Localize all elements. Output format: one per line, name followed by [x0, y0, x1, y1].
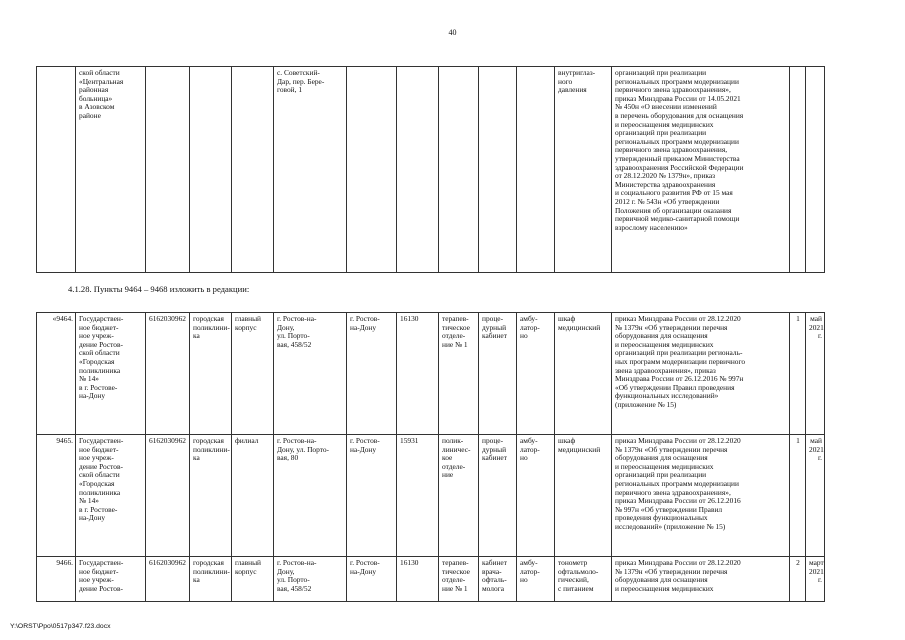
- cell-care-mode: амбу- латор- но: [517, 435, 555, 557]
- cell-regulation: организаций при реализации региональных программ модернизации первичного звена здравоохранения», приказ Минздрава России от 14.05.2021 № 450н «О внесении изменений в перечень оборудования для оснащения и переоснащения медицинских организаций при реализации региональных программ модернизации первичного звена здравоохранения, утвержденный приказом Министерства здравоохранения Российской Федерации от 28.12.2020 № 1379н», приказ Министерства здравоохранения и социального развития РФ от 15 мая 2012 г. № 543н «Об утверждении Положения об организации оказания первичной медико-санитарной помощи взрослому населению»: [612, 67, 790, 273]
- cell-organization: ской области «Центральная районная больница» в Азовском районе: [76, 67, 146, 273]
- amendment-paragraph: 4.1.28. Пункты 9464 – 9468 изложить в редакции:: [68, 284, 250, 294]
- cell-quantity: 1: [790, 313, 806, 435]
- cell-quantity: 2: [790, 557, 806, 602]
- cell-city: г. Ростов- на-Дону: [347, 557, 397, 602]
- cell-building: [232, 67, 274, 273]
- cell-date: май 2021 г.: [806, 313, 825, 435]
- cell-organization: Государствен- ное бюджет- ное учреж- дение Ростов- ской области «Городская поликлиника № 14» в г. Ростове- на-Дону: [76, 435, 146, 557]
- cell-inn: 6162030962: [146, 313, 190, 435]
- top-table: [36, 66, 825, 273]
- table-row: [37, 435, 825, 557]
- cell-facility-type: городская поликлини- ка: [190, 557, 232, 602]
- page-number: 40: [448, 28, 457, 37]
- cell-room: проце- дурный кабинет: [479, 435, 517, 557]
- cell-city: г. Ростов- на-Дону: [347, 435, 397, 557]
- cell-building: филиал: [232, 435, 274, 557]
- cell-regulation: приказ Минздрава России от 28.12.2020 № 1379н «Об утверждении перечня оборудования для оснащения и переоснащения медицинских: [612, 557, 790, 602]
- cell-inn: 6162030962: [146, 557, 190, 602]
- cell-facility-type: [190, 67, 232, 273]
- cell-department: полик- линичес- кое отделе- ние: [439, 435, 479, 557]
- cell-building: главный корпус: [232, 313, 274, 435]
- cell-room: проце- дурный кабинет: [479, 313, 517, 435]
- cell-facility-type: городская поликлини- ка: [190, 313, 232, 435]
- cell-code: 16130: [397, 313, 439, 435]
- cell-equipment: тонометр офтальмоло- гический, с питанием: [555, 557, 612, 602]
- cell-code: [397, 67, 439, 273]
- cell-regulation: приказ Минздрава России от 28.12.2020 № 1379н «Об утверждении перечня оборудования для оснащения и переоснащения медицинских организаций при реализации региональных программ модернизации первичного звена здравоохранения», приказ Минздрава России от 26.12.2016 № 997н «Об утверждении Правил проведения функциональных исследований» (приложение № 15): [612, 435, 790, 557]
- cell-address: г. Ростов-на- Дону, ул. Порто- вая, 80: [274, 435, 347, 557]
- cell-care-mode: амбу- латор- но: [517, 557, 555, 602]
- cell-number: «9464.: [37, 313, 76, 435]
- cell-care-mode: [517, 67, 555, 273]
- cell-equipment: шкаф медицинский: [555, 435, 612, 557]
- cell-number: 9466.: [37, 557, 76, 602]
- cell-equipment: внутриглаз- ного давления: [555, 67, 612, 273]
- cell-care-mode: амбу- латор- но: [517, 313, 555, 435]
- cell-code: 16130: [397, 557, 439, 602]
- cell-address: г. Ростов-на- Дону, ул. Порто- вая, 458/52: [274, 313, 347, 435]
- cell-quantity: 1: [790, 435, 806, 557]
- table-row: [37, 313, 825, 435]
- cell-code: 15931: [397, 435, 439, 557]
- cell-department: терапев- тическое отделе- ние № 1: [439, 313, 479, 435]
- cell-inn: [146, 67, 190, 273]
- cell-number: 9465.: [37, 435, 76, 557]
- file-path-footer: Y:\ORST\Ppo\0517p347.f23.docx: [10, 623, 111, 630]
- main-table: [36, 312, 825, 602]
- cell-department: терапев- тическое отделе- ние № 1: [439, 557, 479, 602]
- cell-city: г. Ростов- на-Дону: [347, 313, 397, 435]
- cell-address: г. Ростов-на- Дону, ул. Порто- вая, 458/52: [274, 557, 347, 602]
- table-row: [37, 67, 825, 273]
- cell-room: кабинет врача- офталь- молога: [479, 557, 517, 602]
- cell-date: [806, 67, 825, 273]
- cell-date: март 2021 г.: [806, 557, 825, 602]
- cell-facility-type: городская поликлини- ка: [190, 435, 232, 557]
- cell-city: [347, 67, 397, 273]
- cell-number: [37, 67, 76, 273]
- cell-inn: 6162030962: [146, 435, 190, 557]
- cell-quantity: [790, 67, 806, 273]
- cell-room: [479, 67, 517, 273]
- table-row: [37, 557, 825, 602]
- cell-regulation: приказ Минздрава России от 28.12.2020 № 1379н «Об утверждении перечня оборудования для оснащения и переоснащения медицинских организаций при реализации региональ- ных программ модернизации первичного звена здравоохранения», приказ Минздрава России от 26.12.2016 № 997н «Об утверждении Правил проведения функциональных исследований» (приложение № 15): [612, 313, 790, 435]
- cell-date: май 2021 г.: [806, 435, 825, 557]
- cell-organization: Государствен- ное бюджет- ное учреж- дение Ростов-: [76, 557, 146, 602]
- cell-address: с. Советский- Дар, пер. Бере- говой, 1: [274, 67, 347, 273]
- cell-department: [439, 67, 479, 273]
- cell-building: главный корпус: [232, 557, 274, 602]
- cell-organization: Государствен- ное бюджет- ное учреж- дение Ростов- ской области «Городская поликлиника № 14» в г. Ростове- на-Дону: [76, 313, 146, 435]
- cell-equipment: шкаф медицинский: [555, 313, 612, 435]
